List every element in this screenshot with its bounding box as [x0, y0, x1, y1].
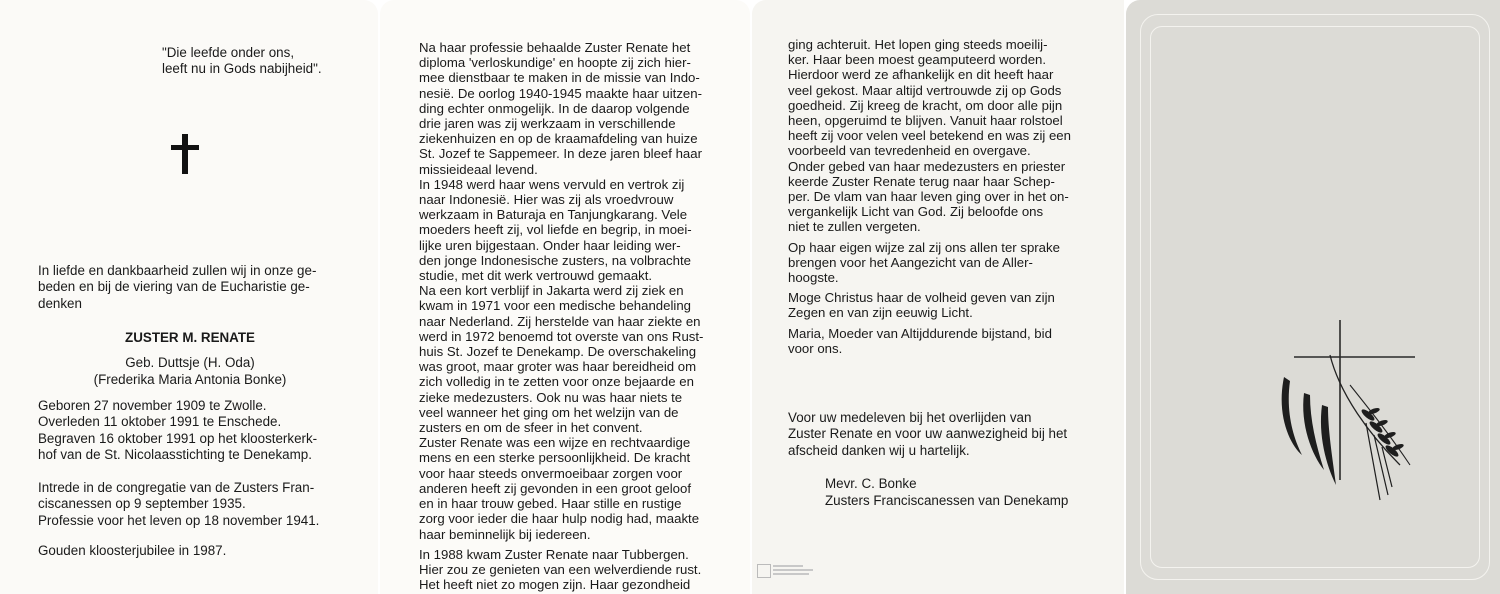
cont-line: goedheid. Zij kreeg de kracht, om door alle pijn: [788, 97, 1063, 113]
cont-paragraph-5: [788, 326, 1071, 356]
bio-line: kwam in 1971 voor een medische behandeling: [419, 298, 691, 314]
bio-line: zorg voor ieder die haar hulp nodig had, maakte: [419, 511, 700, 527]
bio-line: moeders heeft zij, vol liefde en begrip, in moei-: [419, 222, 692, 238]
cont-line: hoogste.: [788, 270, 839, 286]
cont-paragraph-1: [788, 37, 1071, 159]
cont-line: ging achteruit. Het lopen ging steeds moeilij-: [788, 37, 1048, 52]
cont-line: per. De vlam van haar leven ging over in het on-: [788, 189, 1069, 205]
intro-line: denken: [38, 295, 82, 311]
cont-line: ker. Haar been moest geamputeerd worden.: [788, 52, 1047, 68]
thanks-line: Voor uw medeleven bij het overlijden van: [788, 410, 1032, 425]
biography-text: [419, 40, 703, 592]
cont-line: vergankelijk Licht van God. Zij beloofde ons: [788, 204, 1044, 220]
bio-line: lijke uren bijgestaan. Onder haar leiding wer-: [419, 237, 681, 253]
bio-paragraph-4: [419, 435, 703, 541]
birth-name: Geb. Duttsje (H. Oda): [125, 355, 255, 370]
signer-organization: Zusters Franciscanessen van Denekamp: [825, 493, 1069, 508]
bio-line: zusters en om de sfeer in het convent.: [419, 420, 643, 436]
deceased-name: ZUSTER M. RENATE: [125, 330, 255, 345]
intrede-line: ciscanessen op 9 september 1935.: [38, 496, 246, 512]
cont-line: Zegen en van zijn eeuwig Licht.: [788, 305, 973, 321]
cont-line: Op haar eigen wijze zal zij ons allen ter sprake: [788, 239, 1060, 255]
bio-line: huis St. Jozef te Denekamp. De overschakeling: [419, 344, 697, 360]
thanks-text: [788, 410, 1067, 459]
bio-paragraph-3: [419, 283, 703, 435]
congregation-dates: [38, 480, 319, 529]
intrede-line: Professie voor het leven op 18 november 1941.: [38, 512, 320, 528]
bio-line: mee dienstbaar te maken in de missie van Indo-: [419, 70, 700, 86]
cont-line: voorbeeld van tevredenheid en overgave.: [788, 143, 1031, 159]
bio-line: ding echter onmogelijk. In de daarop volgende: [419, 100, 690, 116]
bio-line: Hier zou ze genieten van een welverdiende rust.: [419, 561, 702, 577]
cont-line: Hierdoor werd ze afhankelijk en dit heeft haar: [788, 67, 1054, 83]
bio-line: zieke medezusters. Ook nu was haar niets te: [419, 389, 683, 405]
life-dates: [38, 398, 317, 463]
bio-line: en in haar trouw gebed. Haar stille en rustige: [419, 496, 682, 512]
bio-line: haar beminnelijk bij iedereen.: [419, 526, 591, 542]
bio-line: ziekenhuizen en op de kraamafdeling van huize: [419, 131, 698, 147]
jubilee-line: Gouden kloosterjubilee in 1987.: [38, 543, 227, 558]
bio-line: werd in 1972 benoemd tot overste van ons Rust-: [419, 328, 704, 344]
date-line: Begraven 16 oktober 1991 op het kloosterkerk-: [38, 430, 318, 446]
continuation-text: [788, 37, 1071, 356]
full-name: (Frederika Maria Antonia Bonke): [93, 372, 287, 387]
bio-line: anderen heeft zij gevonden in een groot geloof: [419, 480, 692, 496]
bio-paragraph-2: [419, 177, 703, 283]
bio-line: Het heeft niet zo mogen zijn. Haar gezondheid: [419, 577, 691, 593]
cross-icon: [171, 134, 199, 174]
date-line: hof van de St. Nicolaasstichting te Denekamp.: [38, 446, 312, 462]
bio-line: missieideaal levend.: [419, 161, 538, 177]
opening-quote: [162, 45, 322, 78]
bio-line: werkzaam in Baturaja en Tanjungkarang. Vele: [419, 207, 688, 223]
quote-line: leeft nu in Gods nabijheid".: [162, 61, 322, 77]
bio-line: voor haar steeds onvermoeibaar zorgen voor: [419, 465, 683, 481]
signature-block: [825, 475, 1068, 509]
printer-logo: [757, 564, 817, 582]
bio-line: In 1948 werd haar wens vervuld en vertrok zij: [419, 176, 685, 192]
cont-line: veel gekost. Maar altijd vertrouwde zij op Gods: [788, 82, 1062, 98]
bio-line: nesië. De oorlog 1940-1945 maakte haar uitzen-: [419, 85, 702, 101]
bio-line: studie, met dit werk vertrouwd gemaakt.: [419, 268, 653, 284]
bio-line: Zuster Renate was een wijze en rechtvaardige: [419, 435, 691, 451]
thanks-line: afscheid danken wij u hartelijk.: [788, 442, 970, 458]
bio-line: mens en een sterke persoonlijkheid. De kracht: [419, 450, 691, 466]
bio-line: drie jaren was zij werkzaam in verschillende: [419, 116, 676, 132]
intrede-line: Intrede in de congregatie van de Zusters Fran-: [38, 480, 315, 495]
bio-line: In 1988 kwam Zuster Renate naar Tubbergen.: [419, 546, 689, 562]
bio-line: diploma 'verloskundige' en hoopte zij zich hier-: [419, 55, 691, 71]
intro-line: In liefde en dankbaarheid zullen wij in onze ge-: [38, 263, 317, 278]
bio-paragraph-5: [419, 547, 703, 593]
cont-line: Maria, Moeder van Altijddurende bijstand, bid: [788, 325, 1052, 341]
cont-line: heeft zij voor velen veel betekend en was zij een: [788, 128, 1071, 144]
bio-line: was groot, maar groter was haar bereidheid om: [419, 359, 697, 375]
cont-paragraph-3: [788, 240, 1071, 286]
panel-front-left: [0, 0, 378, 594]
bio-line: veel wanneer het ging om het welzijn van de: [419, 404, 679, 420]
cont-paragraph-2: [788, 159, 1071, 235]
intro-line: beden en bij de viering van de Eucharistie ge-: [38, 279, 310, 295]
cont-line: Onder gebed van haar medezusters en priester: [788, 158, 1066, 174]
cont-line: Moge Christus haar de volheid geven van zijn: [788, 290, 1055, 306]
bio-line: naar Indonesië. Hier was zij als vroedvrouw: [419, 192, 674, 208]
date-line: Overleden 11 oktober 1991 te Enschede.: [38, 414, 282, 430]
bio-line: Na een kort verblijf in Jakarta werd zij ziek en: [419, 283, 684, 299]
date-line: Geboren 27 november 1909 te Zwolle.: [38, 398, 267, 413]
signer-name: Mevr. C. Bonke: [825, 476, 917, 491]
bio-paragraph-1: [419, 40, 703, 177]
cont-line: brengen voor het Aangezicht van de Aller-: [788, 254, 1033, 270]
thanks-line: Zuster Renate en voor uw aanwezigheid bij het: [788, 426, 1068, 442]
name-block: [40, 329, 340, 388]
bio-line: den jonge Indonesische zusters, na volbrachte: [419, 252, 691, 268]
cont-paragraph-4: [788, 290, 1071, 320]
cont-line: niet te zullen vergeten.: [788, 219, 921, 235]
bio-line: zich volledig in te zetten voor onze bejaarde en: [419, 374, 694, 390]
cross-with-wheat-illustration: [1270, 315, 1420, 515]
bio-line: naar Nederland. Zij herstelde van haar ziekte en: [419, 313, 701, 329]
cont-line: voor ons.: [788, 340, 843, 356]
cont-line: heen, opgeruimd te blijven. Vanuit haar rolstoel: [788, 113, 1063, 129]
quote-line: "Die leefde onder ons,: [162, 45, 295, 60]
cont-line: keerde Zuster Renate terug naar haar Schep-: [788, 173, 1055, 189]
bio-line: Na haar professie behaalde Zuster Renate het: [419, 40, 691, 55]
bio-line: St. Jozef te Sappemeer. In deze jaren bleef haar: [419, 146, 702, 162]
intro-text: [38, 263, 316, 312]
